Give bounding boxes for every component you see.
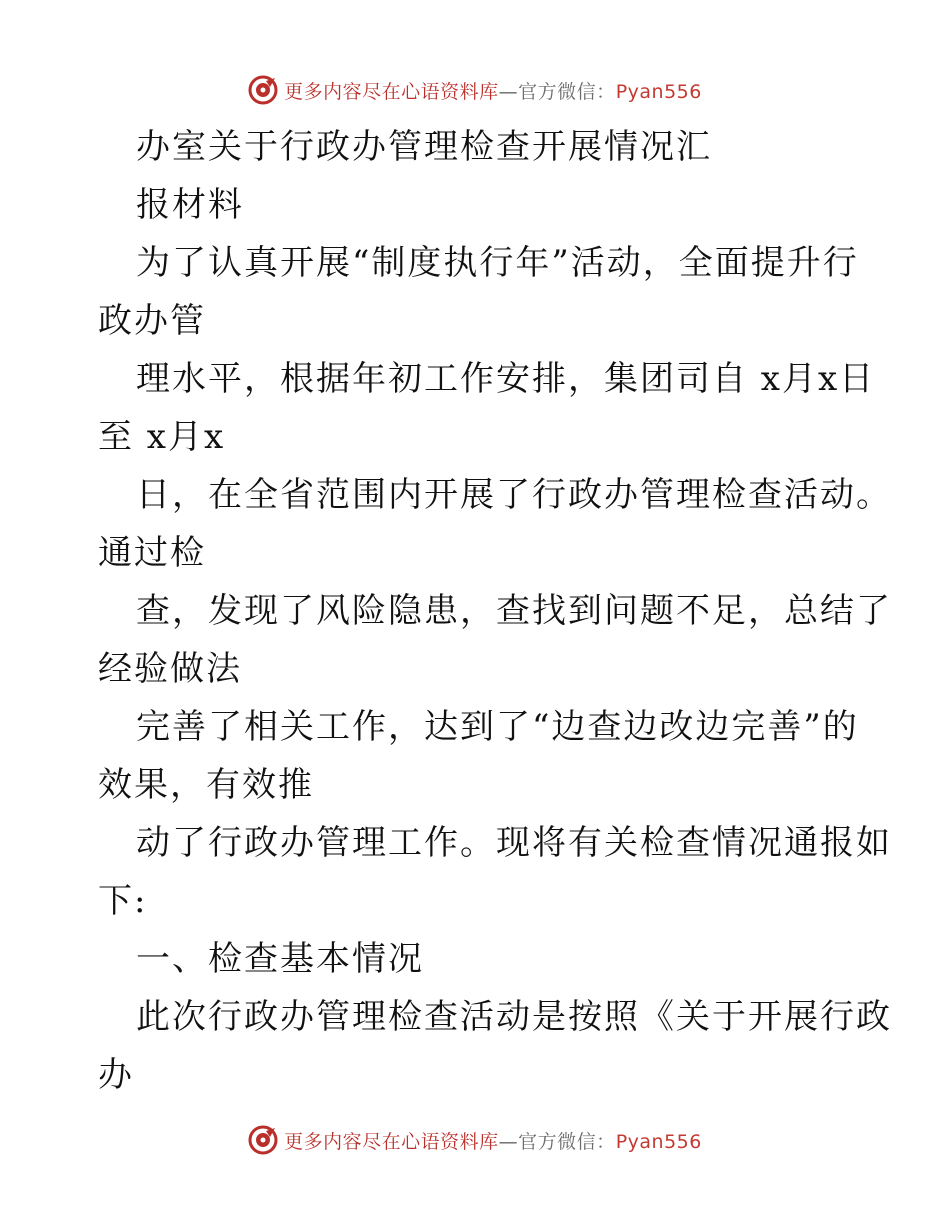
watermark-text xyxy=(284,77,702,104)
paragraph-line: 动了行政办管理工作。现将有关检查情况通报如 xyxy=(136,823,892,863)
paragraph-line: 至 x月x xyxy=(98,417,226,457)
document-title-line: 报材料 xyxy=(136,185,244,225)
watermark-library-name: 更多内容尽在心语资料库 xyxy=(284,80,499,103)
paragraph-line: 此次行政办管理检查活动是按照《关于开展行政 xyxy=(136,997,892,1037)
logo-icon xyxy=(248,1125,278,1155)
paragraph-line: 为了认真开展“制度执行年”活动，全面提升行 xyxy=(136,243,859,283)
logo-icon xyxy=(248,75,278,105)
paragraph-line: 完善了相关工作，达到了“边查边改边完善”的 xyxy=(136,707,859,747)
watermark-wechat-id: Pyan556 xyxy=(615,1130,702,1153)
document-title-line: 办室关于行政办管理检查开展情况汇 xyxy=(136,127,712,167)
paragraph-line: 理水平，根据年初工作安排，集团司自 x月x日 xyxy=(136,359,876,399)
paragraph-line: 政办管 xyxy=(98,301,206,341)
paragraph-line: 经验做法 xyxy=(98,649,242,689)
watermark-wechat-label: 官方微信： xyxy=(518,1130,616,1153)
paragraph-line: 查，发现了风险隐患，查找到问题不足，总结了 xyxy=(136,591,892,631)
watermark-separator: — xyxy=(498,1130,519,1153)
section-heading: 一、检查基本情况 xyxy=(136,939,424,979)
watermark-text xyxy=(284,1127,702,1154)
paragraph-line: 办 xyxy=(98,1055,134,1095)
watermark-library-name: 更多内容尽在心语资料库 xyxy=(284,1130,499,1153)
paragraph-line: 日，在全省范围内开展了行政办管理检查活动。 xyxy=(136,475,892,515)
watermark-wechat-label: 官方微信： xyxy=(518,80,616,103)
watermark-separator: — xyxy=(498,80,519,103)
document-body xyxy=(98,118,892,1104)
watermark-wechat-id: Pyan556 xyxy=(615,80,702,103)
header-watermark-banner xyxy=(0,70,950,110)
footer-watermark-banner xyxy=(0,1120,950,1160)
paragraph-line: 效果，有效推 xyxy=(98,765,314,805)
paragraph-line: 通过检 xyxy=(98,533,206,573)
paragraph-line: 下: xyxy=(98,881,148,921)
